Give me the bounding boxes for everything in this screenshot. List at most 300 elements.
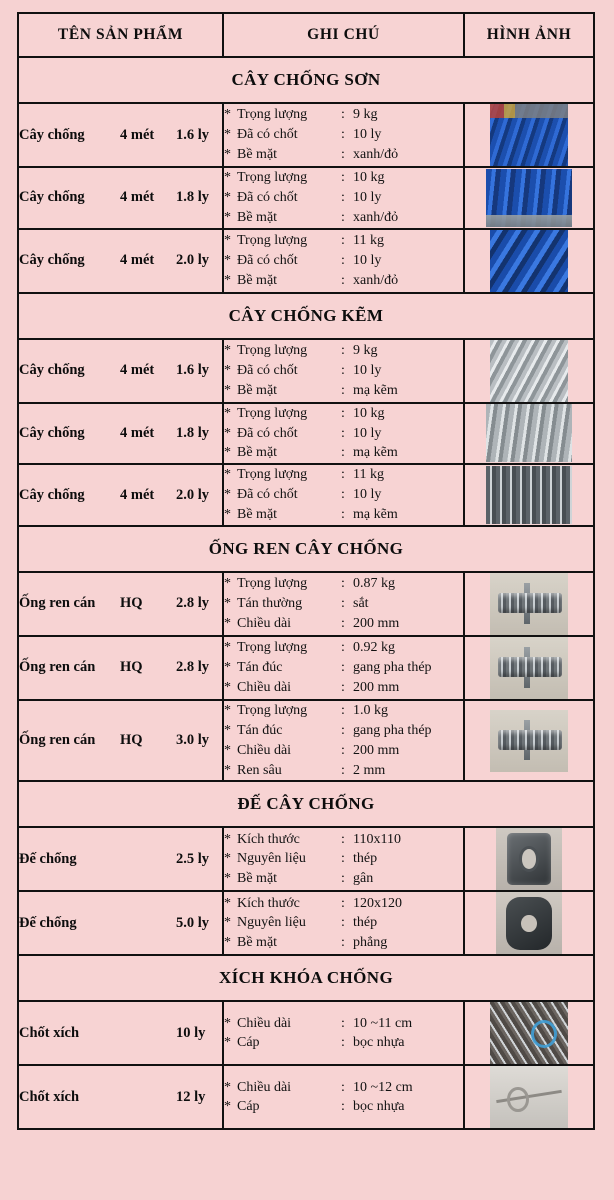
- bullet-star-icon: *: [224, 252, 231, 268]
- chain-pins-bundle-photo: [490, 1002, 568, 1064]
- section-banner-row: [18, 955, 594, 1001]
- bullet-star-icon: *: [224, 615, 231, 631]
- column-header-product-name: TÊN SẢN PHẨM: [18, 13, 223, 57]
- table-row: [18, 636, 594, 700]
- note-label: Chiều dài: [237, 742, 292, 758]
- note-line: [224, 594, 463, 614]
- note-label: Bề mặt: [237, 272, 278, 288]
- product-note-cell: [223, 827, 464, 891]
- product-image-cell: [464, 891, 594, 955]
- note-line: [224, 741, 463, 761]
- product-name-length: HQ: [120, 595, 143, 612]
- product-name-thickness: 2.8 ly: [176, 659, 210, 676]
- table-row: [18, 167, 594, 229]
- product-name-cell: [18, 827, 223, 891]
- note-value: 10 ly: [353, 127, 382, 143]
- note-value: bọc nhựa: [353, 1099, 405, 1115]
- note-value: thép: [353, 915, 378, 931]
- section-title: ỐNG REN CÂY CHỐNG: [18, 526, 594, 572]
- note-colon: :: [341, 405, 345, 421]
- note-label: Đã có chốt: [237, 189, 298, 205]
- product-image-cell: [464, 167, 594, 229]
- product-name-row: [19, 851, 222, 868]
- note-colon: :: [341, 170, 345, 185]
- product-image-cell: [464, 700, 594, 782]
- product-name-main: Cây chống: [19, 189, 85, 206]
- note-label: Bề mặt: [237, 382, 278, 398]
- note-label: Trọng lượng: [237, 232, 308, 248]
- table-row: [18, 103, 594, 167]
- note-colon: :: [341, 209, 345, 225]
- product-image-cell: [464, 403, 594, 465]
- note-line: [224, 849, 463, 869]
- note-value: 1.0 kg: [353, 702, 388, 718]
- note-value: 110x110: [353, 831, 401, 847]
- product-name-thickness: 2.0 ly: [176, 486, 210, 503]
- note-line: [224, 933, 463, 953]
- product-image-cell: [464, 636, 594, 700]
- galvanized-props-pile-photo: [486, 404, 572, 462]
- bullet-star-icon: *: [224, 382, 231, 398]
- bullet-star-icon: *: [224, 762, 231, 778]
- product-image-cell: [464, 229, 594, 293]
- note-value: 10 ~12 cm: [353, 1079, 413, 1095]
- product-name-main: Cây chống: [19, 486, 85, 503]
- note-value: 10 kg: [353, 405, 385, 421]
- bullet-star-icon: *: [224, 232, 231, 248]
- product-note-cell: [223, 403, 464, 465]
- note-colon: :: [341, 1099, 345, 1115]
- note-value: xanh/đỏ: [353, 209, 399, 225]
- note-line: [224, 678, 463, 698]
- table-row: [18, 339, 594, 403]
- product-name-row: [19, 595, 222, 612]
- bullet-star-icon: *: [224, 467, 231, 483]
- blue-painted-props-bundle-photo: [486, 169, 572, 227]
- note-label: Bề mặt: [237, 209, 278, 225]
- product-note-cell: [223, 1001, 464, 1065]
- note-colon: :: [341, 851, 345, 867]
- note-colon: :: [341, 659, 345, 675]
- note-line: [224, 271, 463, 291]
- product-name-main: Đế chống: [19, 914, 77, 931]
- bullet-star-icon: *: [224, 405, 231, 421]
- note-label: Bề mặt: [237, 871, 278, 887]
- note-value: gang pha thép: [353, 722, 432, 738]
- bullet-star-icon: *: [224, 702, 231, 718]
- note-label: Trọng lượng: [237, 170, 308, 185]
- product-name-length: 4 mét: [120, 486, 155, 503]
- note-line: [224, 404, 463, 424]
- section-banner-row: [18, 293, 594, 339]
- product-note-cell: [223, 103, 464, 167]
- bullet-star-icon: *: [224, 170, 231, 185]
- note-label: Bề mặt: [237, 146, 278, 162]
- bullet-star-icon: *: [224, 659, 231, 675]
- note-line: [224, 125, 463, 145]
- note-value: 2 mm: [353, 762, 386, 778]
- product-note-cell: [223, 636, 464, 700]
- note-label: Bề mặt: [237, 445, 278, 461]
- bullet-star-icon: *: [224, 445, 231, 461]
- note-label: Trọng lượng: [237, 467, 308, 483]
- note-line: [224, 168, 463, 188]
- product-name-row: [19, 425, 222, 442]
- note-colon: :: [341, 425, 345, 441]
- note-label: Tán đúc: [237, 722, 283, 738]
- note-colon: :: [341, 127, 345, 143]
- note-line: [224, 894, 463, 914]
- note-value: 10 ly: [353, 487, 382, 503]
- note-label: Cáp: [237, 1035, 260, 1051]
- note-colon: :: [341, 871, 345, 887]
- note-line: [224, 761, 463, 781]
- note-value: 10 ~11 cm: [353, 1015, 413, 1031]
- note-label: Nguyên liệu: [237, 851, 306, 867]
- bullet-star-icon: *: [224, 189, 231, 205]
- product-note-cell: [223, 464, 464, 526]
- threaded-tube-deep-thread-photo: [490, 710, 568, 772]
- note-colon: :: [341, 189, 345, 205]
- product-name-cell: [18, 700, 223, 782]
- note-value: 10 ly: [353, 362, 382, 378]
- bullet-star-icon: *: [224, 851, 231, 867]
- note-colon: :: [341, 232, 345, 248]
- note-label: Đã có chốt: [237, 127, 298, 143]
- table-row: [18, 700, 594, 782]
- note-colon: :: [341, 107, 345, 123]
- note-value: sắt: [353, 595, 369, 611]
- note-colon: :: [341, 640, 345, 656]
- note-colon: :: [341, 895, 345, 911]
- product-name-row: [19, 127, 222, 144]
- note-label: Ren sâu: [237, 762, 282, 778]
- product-name-main: Cây chống: [19, 362, 85, 379]
- product-name-main: Ống ren cán: [19, 659, 96, 676]
- product-image-cell: [464, 464, 594, 526]
- product-name-cell: [18, 339, 223, 403]
- galvanized-props-fan-photo: [490, 340, 568, 402]
- bullet-star-icon: *: [224, 487, 231, 503]
- note-colon: :: [341, 576, 345, 592]
- bullet-star-icon: *: [224, 342, 231, 358]
- note-value: thép: [353, 851, 378, 867]
- product-image-cell: [464, 339, 594, 403]
- note-line: [224, 188, 463, 208]
- note-line: [224, 721, 463, 741]
- note-colon: :: [341, 935, 345, 951]
- bullet-star-icon: *: [224, 895, 231, 911]
- product-name-cell: [18, 572, 223, 636]
- product-name-length: 4 mét: [120, 362, 155, 379]
- threaded-tube-iron-nut-photo: [490, 573, 568, 635]
- note-value: 200 mm: [353, 742, 400, 758]
- product-name-row: [19, 659, 222, 676]
- product-name-thickness: 10 ly: [176, 1024, 206, 1041]
- note-value: 10 ly: [353, 252, 382, 268]
- column-header-note: GHI CHÚ: [223, 13, 464, 57]
- note-line: [224, 830, 463, 850]
- note-line: [224, 341, 463, 361]
- note-value: 0.92 kg: [353, 640, 395, 656]
- bullet-star-icon: *: [224, 425, 231, 441]
- note-colon: :: [341, 1079, 345, 1095]
- note-label: Bề mặt: [237, 935, 278, 951]
- product-image-cell: [464, 103, 594, 167]
- bullet-star-icon: *: [224, 209, 231, 225]
- product-name-row: [19, 1089, 222, 1106]
- note-value: 200 mm: [353, 615, 400, 631]
- bullet-star-icon: *: [224, 1035, 231, 1051]
- bullet-star-icon: *: [224, 679, 231, 695]
- product-name-thickness: 1.8 ly: [176, 424, 210, 441]
- note-line: [224, 505, 463, 525]
- note-label: Chiều dài: [237, 679, 292, 695]
- note-value: bọc nhựa: [353, 1035, 405, 1051]
- note-value: 120x120: [353, 895, 402, 911]
- product-name-row: [19, 732, 222, 749]
- note-colon: :: [341, 1035, 345, 1051]
- product-name-main: Ống ren cán: [19, 732, 96, 749]
- ribbed-square-base-plate-photo: [496, 828, 562, 890]
- product-name-main: Cây chống: [19, 252, 85, 269]
- note-label: Đã có chốt: [237, 362, 298, 378]
- note-colon: :: [341, 487, 345, 503]
- note-value: mạ kẽm: [353, 382, 398, 398]
- note-colon: :: [341, 615, 345, 631]
- product-name-cell: [18, 636, 223, 700]
- blue-painted-props-stack-photo: [490, 104, 568, 166]
- note-colon: :: [341, 831, 345, 847]
- note-value: mạ kẽm: [353, 507, 398, 522]
- note-line: [224, 913, 463, 933]
- note-colon: :: [341, 146, 345, 162]
- section-title: ĐẾ CÂY CHỐNG: [18, 781, 594, 827]
- product-name-length: 4 mét: [120, 126, 155, 143]
- note-line: [224, 1097, 463, 1117]
- section-banner-row: [18, 781, 594, 827]
- product-name-main: Cây chống: [19, 126, 85, 143]
- product-name-row: [19, 915, 222, 932]
- note-colon: :: [341, 762, 345, 778]
- product-note-cell: [223, 167, 464, 229]
- product-name-length: 4 mét: [120, 252, 155, 269]
- section-banner-row: [18, 526, 594, 572]
- bullet-star-icon: *: [224, 1099, 231, 1115]
- threaded-tube-cast-nut-photo: [490, 637, 568, 699]
- table-row: [18, 1065, 594, 1129]
- note-line: [224, 381, 463, 401]
- note-value: gang pha thép: [353, 659, 432, 675]
- note-label: Trọng lượng: [237, 640, 308, 656]
- bullet-star-icon: *: [224, 915, 231, 931]
- bullet-star-icon: *: [224, 1079, 231, 1095]
- product-note-cell: [223, 891, 464, 955]
- product-image-cell: [464, 827, 594, 891]
- note-line: [224, 361, 463, 381]
- note-line: [224, 1033, 463, 1053]
- product-note-cell: [223, 1065, 464, 1129]
- chain-pin-pair-photo: [490, 1066, 568, 1128]
- note-line: [224, 701, 463, 721]
- note-value: phẳng: [353, 935, 388, 951]
- note-line: [224, 574, 463, 594]
- bullet-star-icon: *: [224, 146, 231, 162]
- note-label: Trọng lượng: [237, 107, 308, 123]
- note-label: Chiều dài: [237, 615, 292, 631]
- bullet-star-icon: *: [224, 595, 231, 611]
- product-name-cell: [18, 167, 223, 229]
- product-name-length: HQ: [120, 659, 143, 676]
- table-row: [18, 464, 594, 526]
- note-colon: :: [341, 595, 345, 611]
- table-row: [18, 403, 594, 465]
- note-line: [224, 485, 463, 505]
- note-line: [224, 145, 463, 165]
- note-line: [224, 208, 463, 228]
- table-body: [18, 57, 594, 1129]
- note-line: [224, 638, 463, 658]
- note-colon: :: [341, 467, 345, 483]
- note-value: 10 kg: [353, 170, 385, 185]
- product-name-cell: [18, 464, 223, 526]
- note-line: [224, 251, 463, 271]
- product-name-thickness: 12 ly: [176, 1088, 206, 1105]
- note-line: [224, 869, 463, 889]
- table-header-row: [18, 13, 594, 57]
- product-name-thickness: 1.6 ly: [176, 362, 210, 379]
- note-value: xanh/đỏ: [353, 272, 399, 288]
- table-row: [18, 572, 594, 636]
- note-line: [224, 658, 463, 678]
- section-title: CÂY CHỐNG KẼM: [18, 293, 594, 339]
- note-colon: :: [341, 445, 345, 461]
- note-label: Nguyên liệu: [237, 915, 306, 931]
- bullet-star-icon: *: [224, 576, 231, 592]
- note-label: Chiều dài: [237, 1015, 292, 1031]
- galvanized-props-ground-photo: [486, 466, 572, 524]
- note-line: [224, 105, 463, 125]
- product-name-thickness: 2.5 ly: [176, 850, 210, 867]
- note-colon: :: [341, 252, 345, 268]
- product-name-cell: [18, 891, 223, 955]
- product-name-row: [19, 362, 222, 379]
- note-label: Tán thường: [237, 595, 303, 611]
- product-name-main: Cây chống: [19, 424, 85, 441]
- bullet-star-icon: *: [224, 831, 231, 847]
- product-image-cell: [464, 1065, 594, 1129]
- column-header-image: HÌNH ẢNH: [464, 13, 594, 57]
- note-line: [224, 424, 463, 444]
- bullet-star-icon: *: [224, 127, 231, 143]
- bullet-star-icon: *: [224, 362, 231, 378]
- product-name-cell: [18, 103, 223, 167]
- product-note-cell: [223, 700, 464, 782]
- note-line: [224, 443, 463, 463]
- table-row: [18, 229, 594, 293]
- note-value: 10 ly: [353, 189, 382, 205]
- table-row: [18, 827, 594, 891]
- note-value: 9 kg: [353, 107, 378, 123]
- product-name-main: Chốt xích: [19, 1024, 80, 1041]
- section-title: XÍCH KHÓA CHỐNG: [18, 955, 594, 1001]
- bullet-star-icon: *: [224, 722, 231, 738]
- product-image-cell: [464, 572, 594, 636]
- note-value: 10 ly: [353, 425, 382, 441]
- product-name-row: [19, 487, 222, 504]
- table-row: [18, 1001, 594, 1065]
- table-row: [18, 891, 594, 955]
- note-label: Trọng lượng: [237, 576, 308, 592]
- blue-painted-props-closeup-photo: [490, 230, 568, 292]
- note-line: [224, 231, 463, 251]
- note-label: Trọng lượng: [237, 405, 308, 421]
- section-title: CÂY CHỐNG SƠN: [18, 57, 594, 103]
- product-name-cell: [18, 229, 223, 293]
- note-value: 9 kg: [353, 342, 378, 358]
- product-name-cell: [18, 1001, 223, 1065]
- note-line: [224, 465, 463, 485]
- product-name-thickness: 5.0 ly: [176, 914, 210, 931]
- product-name-thickness: 1.8 ly: [176, 189, 210, 206]
- product-name-main: Chốt xích: [19, 1088, 80, 1105]
- note-colon: :: [341, 722, 345, 738]
- product-name-thickness: 3.0 ly: [176, 732, 210, 749]
- product-name-row: [19, 1025, 222, 1042]
- bullet-star-icon: *: [224, 507, 231, 522]
- note-colon: :: [341, 915, 345, 931]
- note-label: Kích thước: [237, 895, 300, 911]
- note-value: 11 kg: [353, 232, 384, 248]
- bullet-star-icon: *: [224, 935, 231, 951]
- product-name-thickness: 2.0 ly: [176, 252, 210, 269]
- note-value: 200 mm: [353, 679, 400, 695]
- product-name-row: [19, 189, 222, 206]
- note-label: Cáp: [237, 1099, 260, 1115]
- product-note-cell: [223, 229, 464, 293]
- note-label: Đã có chốt: [237, 487, 298, 503]
- bullet-star-icon: *: [224, 871, 231, 887]
- note-label: Trọng lượng: [237, 702, 308, 718]
- note-line: [224, 1078, 463, 1098]
- note-colon: :: [341, 1015, 345, 1031]
- product-name-row: [19, 252, 222, 269]
- section-banner-row: [18, 57, 594, 103]
- product-catalog-table: [17, 12, 595, 1130]
- product-name-thickness: 1.6 ly: [176, 126, 210, 143]
- note-label: Chiều dài: [237, 1079, 292, 1095]
- bullet-star-icon: *: [224, 1015, 231, 1031]
- bullet-star-icon: *: [224, 272, 231, 288]
- note-value: xanh/đỏ: [353, 146, 399, 162]
- product-name-main: Ống ren cán: [19, 595, 96, 612]
- product-note-cell: [223, 572, 464, 636]
- product-name-length: HQ: [120, 732, 143, 749]
- note-colon: :: [341, 679, 345, 695]
- note-label: Kích thước: [237, 831, 300, 847]
- note-line: [224, 1014, 463, 1034]
- note-label: Đã có chốt: [237, 425, 298, 441]
- product-name-thickness: 2.8 ly: [176, 595, 210, 612]
- product-image-cell: [464, 1001, 594, 1065]
- note-value: 0.87 kg: [353, 576, 395, 592]
- note-colon: :: [341, 272, 345, 288]
- note-colon: :: [341, 382, 345, 398]
- note-label: Đã có chốt: [237, 252, 298, 268]
- note-colon: :: [341, 342, 345, 358]
- product-name-main: Đế chống: [19, 850, 77, 867]
- note-colon: :: [341, 742, 345, 758]
